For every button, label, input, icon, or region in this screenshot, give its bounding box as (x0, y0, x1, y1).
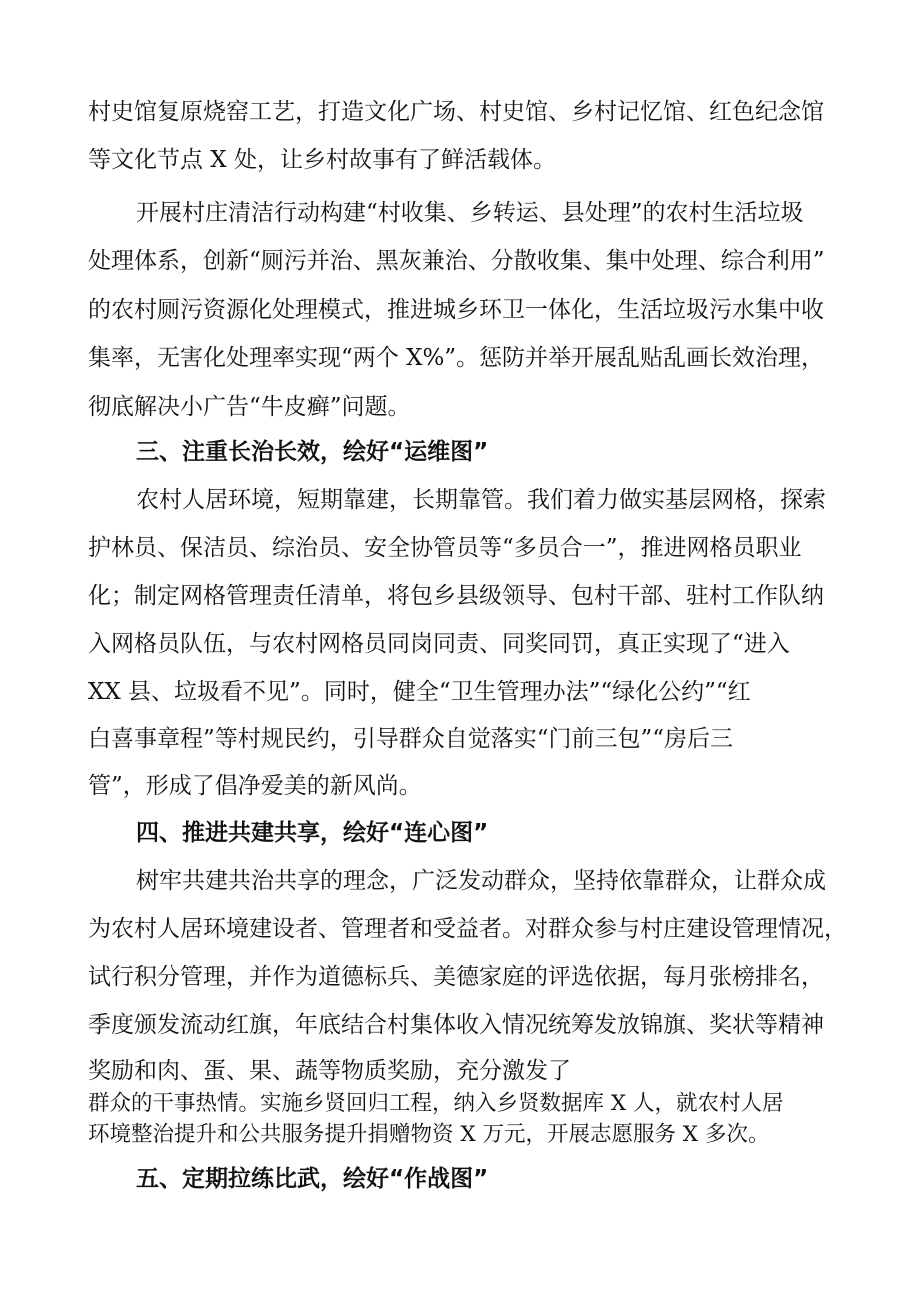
text-line: XX 县、垃圾看不见”。同时，健全“卫生管理办法”“绿化公约”“红 (88, 679, 751, 705)
text-line: 群众的干事热情。实施乡贤回归工程，纳入乡贤数据库 X 人，就农村人居 (88, 1091, 784, 1116)
text-line: 季度颁发流动红旗，年底结合村集体收入情况统筹发放锦旗、奖状等精神 (88, 1012, 824, 1038)
text-line: 集率，无害化处理率实现“两个 X%”。惩防并举开展乱贴乱画长效治理， (88, 345, 825, 371)
section-heading: 四、推进共建共享，绘好“连心图” (136, 820, 489, 846)
text-line: 开展村庄清洁行动构建“村收集、乡转运、县处理”的农村生活垃圾 (136, 200, 804, 226)
text-line: 为农村人居环境建设者、管理者和受益者。对群众参与村庄建设管理情况， (88, 916, 847, 942)
text-line: 等文化节点 X 处，让乡村故事有了鲜活载体。 (88, 147, 556, 173)
section-heading: 三、注重长治长效，绘好“运维图” (136, 439, 489, 465)
text-line: 农村人居环境，短期靠建，长期靠管。我们着力做实基层网格，探索 (136, 487, 826, 513)
text-line: 试行积分管理，并作为道德标兵、美德家庭的评选依据，每月张榜排名， (88, 964, 824, 990)
text-line: 村史馆复原烧窑工艺，打造文化广场、村史馆、乡村记忆馆、红色纪念馆 (88, 99, 824, 125)
text-line: 的农村厕污资源化处理模式，推进城乡环卫一体化，生活垃圾污水集中收 (88, 297, 824, 323)
text-line: 护林员、保洁员、综治员、安全协管员等“多员合一”，推进网格员职业 (88, 535, 802, 561)
text-line: 树牢共建共治共享的理念，广泛发动群众，坚持依靠群众，让群众成 (136, 868, 826, 894)
text-line: 处理体系，创新“厕污并治、黑灰兼治、分散收集、集中处理、综合利用” (88, 248, 825, 274)
text-line: 入网格员队伍，与农村网格员同岗同责、同奖同罚，真正实现了“进入 (88, 631, 790, 657)
text-line: 环境整治提升和公共服务提升捐赠物资 X 万元，开展志愿服务 X 多次。 (88, 1122, 770, 1147)
text-line: 管”，形成了倡净爱美的新风尚。 (88, 773, 422, 799)
text-line: 化；制定网格管理责任清单，将包乡县级领导、包村干部、驻村工作队纳 (88, 583, 824, 609)
text-line: 奖励和肉、蛋、果、蔬等物质奖励，充分激发了 (88, 1058, 571, 1084)
section-heading: 五、定期拉练比武，绘好“作战图” (136, 1166, 489, 1192)
text-line: 彻底解决小广告“牛皮癣”问题。 (88, 394, 411, 420)
text-line: 白喜事章程”等村规民约，引导群众自觉落实“门前三包”“房后三 (88, 726, 734, 752)
